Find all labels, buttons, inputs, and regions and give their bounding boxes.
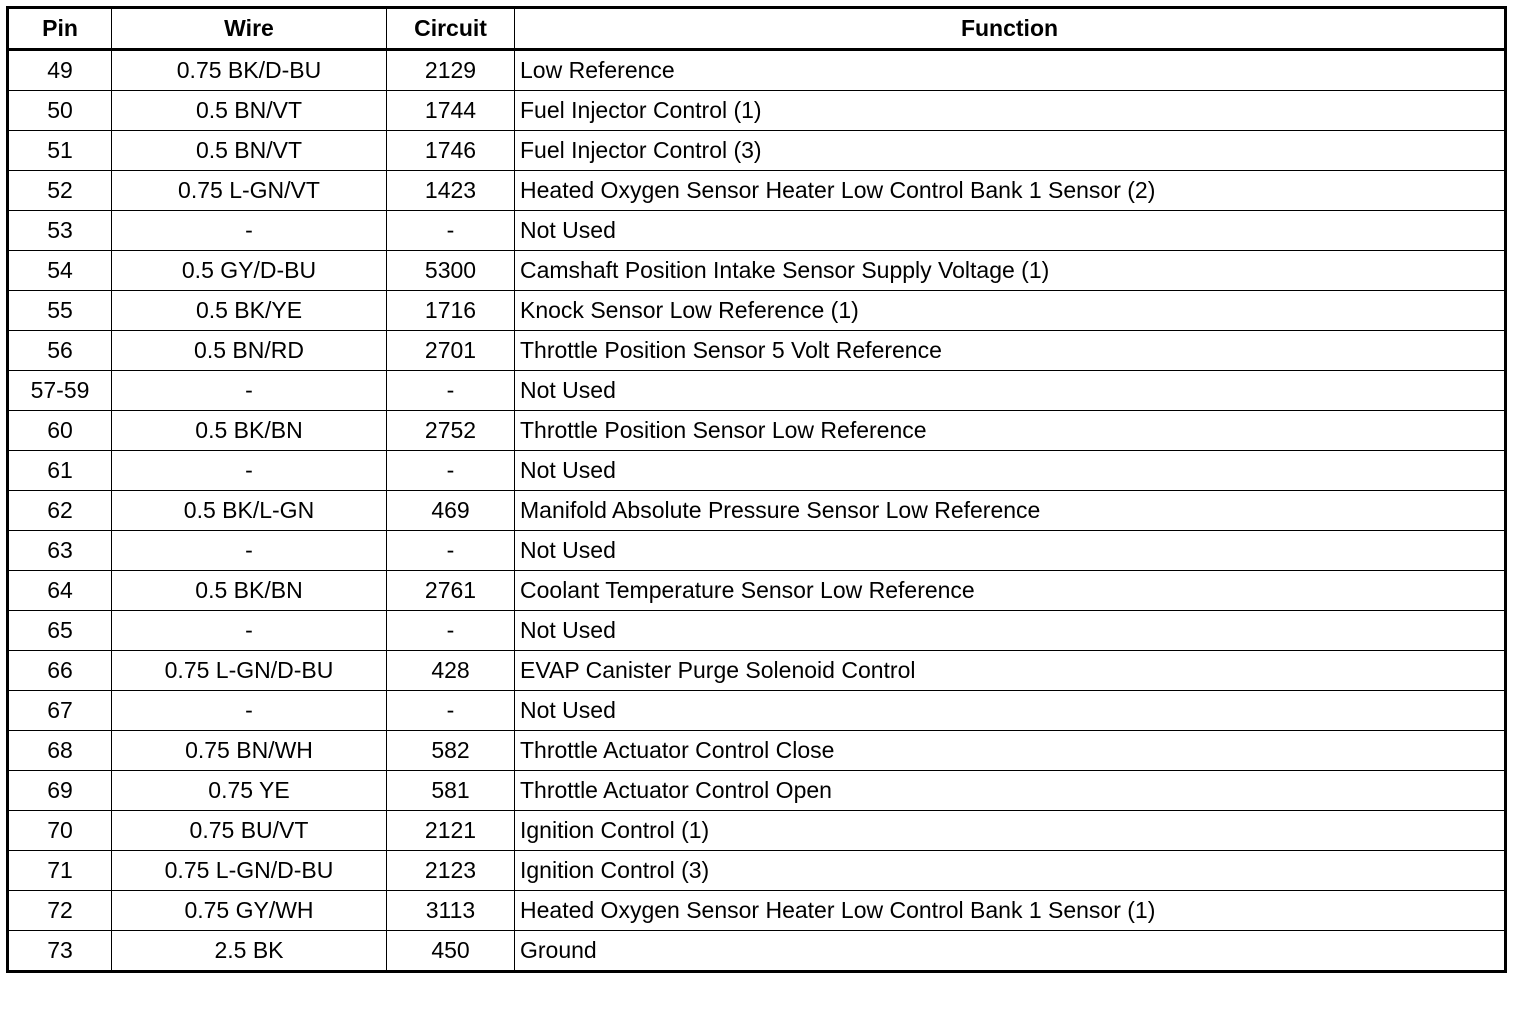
- cell-circuit: 450: [387, 931, 515, 972]
- cell-wire: -: [112, 371, 387, 411]
- cell-wire: 0.5 BN/RD: [112, 331, 387, 371]
- cell-wire: -: [112, 211, 387, 251]
- cell-pin: 70: [8, 811, 112, 851]
- cell-wire: 0.5 BK/BN: [112, 411, 387, 451]
- cell-function: Not Used: [515, 531, 1506, 571]
- cell-circuit: 2761: [387, 571, 515, 611]
- cell-pin: 71: [8, 851, 112, 891]
- table-row: [8, 491, 1506, 531]
- connector-pinout-table: [6, 6, 1507, 973]
- cell-wire: 0.75 YE: [112, 771, 387, 811]
- table-row: [8, 651, 1506, 691]
- cell-circuit: -: [387, 211, 515, 251]
- cell-function: Throttle Actuator Control Open: [515, 771, 1506, 811]
- cell-function: Not Used: [515, 611, 1506, 651]
- table-row: [8, 171, 1506, 211]
- cell-pin: 72: [8, 891, 112, 931]
- cell-function: Coolant Temperature Sensor Low Reference: [515, 571, 1506, 611]
- table-row: [8, 771, 1506, 811]
- cell-function: Manifold Absolute Pressure Sensor Low Reference: [515, 491, 1506, 531]
- cell-wire: 0.75 L-GN/D-BU: [112, 851, 387, 891]
- cell-circuit: -: [387, 371, 515, 411]
- cell-pin: 63: [8, 531, 112, 571]
- cell-wire: -: [112, 691, 387, 731]
- cell-function: Not Used: [515, 451, 1506, 491]
- cell-pin: 66: [8, 651, 112, 691]
- cell-circuit: -: [387, 691, 515, 731]
- cell-pin: 50: [8, 91, 112, 131]
- cell-circuit: 582: [387, 731, 515, 771]
- cell-function: Ignition Control (3): [515, 851, 1506, 891]
- cell-pin: 55: [8, 291, 112, 331]
- cell-circuit: 5300: [387, 251, 515, 291]
- cell-circuit: -: [387, 531, 515, 571]
- cell-function: Throttle Actuator Control Close: [515, 731, 1506, 771]
- cell-wire: 0.75 L-GN/D-BU: [112, 651, 387, 691]
- cell-wire: 0.5 BK/L-GN: [112, 491, 387, 531]
- table-row: [8, 691, 1506, 731]
- cell-pin: 52: [8, 171, 112, 211]
- cell-function: Not Used: [515, 691, 1506, 731]
- cell-pin: 51: [8, 131, 112, 171]
- table-row: [8, 811, 1506, 851]
- table-row: [8, 411, 1506, 451]
- table-row: [8, 371, 1506, 411]
- cell-wire: 0.5 GY/D-BU: [112, 251, 387, 291]
- cell-pin: 65: [8, 611, 112, 651]
- header-wire: Wire: [112, 8, 387, 50]
- table-row: [8, 851, 1506, 891]
- cell-wire: 0.75 GY/WH: [112, 891, 387, 931]
- cell-function: Ground: [515, 931, 1506, 972]
- cell-pin: 49: [8, 50, 112, 91]
- table-row: [8, 131, 1506, 171]
- cell-wire: 2.5 BK: [112, 931, 387, 972]
- cell-function: Knock Sensor Low Reference (1): [515, 291, 1506, 331]
- cell-pin: 68: [8, 731, 112, 771]
- cell-pin: 69: [8, 771, 112, 811]
- cell-wire: 0.75 BK/D-BU: [112, 50, 387, 91]
- cell-circuit: 469: [387, 491, 515, 531]
- cell-function: Throttle Position Sensor 5 Volt Reference: [515, 331, 1506, 371]
- table-row: [8, 211, 1506, 251]
- cell-wire: 0.75 L-GN/VT: [112, 171, 387, 211]
- cell-function: Not Used: [515, 211, 1506, 251]
- cell-circuit: 428: [387, 651, 515, 691]
- cell-circuit: -: [387, 611, 515, 651]
- cell-pin: 67: [8, 691, 112, 731]
- cell-wire: 0.5 BK/BN: [112, 571, 387, 611]
- cell-pin: 57-59: [8, 371, 112, 411]
- table-body: [8, 50, 1506, 972]
- cell-wire: 0.5 BN/VT: [112, 91, 387, 131]
- cell-function: Low Reference: [515, 50, 1506, 91]
- table-row: [8, 611, 1506, 651]
- cell-circuit: 2129: [387, 50, 515, 91]
- cell-circuit: 1744: [387, 91, 515, 131]
- cell-pin: 62: [8, 491, 112, 531]
- cell-wire: -: [112, 451, 387, 491]
- table-row: [8, 731, 1506, 771]
- cell-wire: 0.75 BN/WH: [112, 731, 387, 771]
- cell-function: EVAP Canister Purge Solenoid Control: [515, 651, 1506, 691]
- cell-circuit: 2752: [387, 411, 515, 451]
- cell-circuit: 581: [387, 771, 515, 811]
- cell-circuit: 2121: [387, 811, 515, 851]
- table-row: [8, 531, 1506, 571]
- table-row: [8, 571, 1506, 611]
- cell-pin: 64: [8, 571, 112, 611]
- cell-wire: -: [112, 531, 387, 571]
- cell-wire: 0.5 BK/YE: [112, 291, 387, 331]
- cell-pin: 60: [8, 411, 112, 451]
- cell-pin: 54: [8, 251, 112, 291]
- cell-pin: 61: [8, 451, 112, 491]
- cell-wire: 0.5 BN/VT: [112, 131, 387, 171]
- cell-circuit: 1716: [387, 291, 515, 331]
- cell-function: Fuel Injector Control (1): [515, 91, 1506, 131]
- cell-circuit: -: [387, 451, 515, 491]
- header-pin: Pin: [8, 8, 112, 50]
- table-row: [8, 931, 1506, 972]
- cell-circuit: 3113: [387, 891, 515, 931]
- cell-wire: -: [112, 611, 387, 651]
- cell-function: Throttle Position Sensor Low Reference: [515, 411, 1506, 451]
- cell-function: Ignition Control (1): [515, 811, 1506, 851]
- cell-function: Heated Oxygen Sensor Heater Low Control Bank 1 Sensor (2): [515, 171, 1506, 211]
- cell-pin: 56: [8, 331, 112, 371]
- table-row: [8, 91, 1506, 131]
- cell-pin: 73: [8, 931, 112, 972]
- table-row: [8, 50, 1506, 91]
- cell-function: Not Used: [515, 371, 1506, 411]
- table-row: [8, 251, 1506, 291]
- table-row: [8, 291, 1506, 331]
- header-circuit: Circuit: [387, 8, 515, 50]
- cell-pin: 53: [8, 211, 112, 251]
- cell-circuit: 2701: [387, 331, 515, 371]
- table-row: [8, 331, 1506, 371]
- header-row: [8, 8, 1506, 50]
- cell-function: Fuel Injector Control (3): [515, 131, 1506, 171]
- cell-circuit: 1746: [387, 131, 515, 171]
- cell-circuit: 1423: [387, 171, 515, 211]
- cell-wire: 0.75 BU/VT: [112, 811, 387, 851]
- table-header: [8, 8, 1506, 50]
- cell-function: Heated Oxygen Sensor Heater Low Control Bank 1 Sensor (1): [515, 891, 1506, 931]
- cell-function: Camshaft Position Intake Sensor Supply Voltage (1): [515, 251, 1506, 291]
- header-function: Function: [515, 8, 1506, 50]
- table-row: [8, 451, 1506, 491]
- cell-circuit: 2123: [387, 851, 515, 891]
- table-row: [8, 891, 1506, 931]
